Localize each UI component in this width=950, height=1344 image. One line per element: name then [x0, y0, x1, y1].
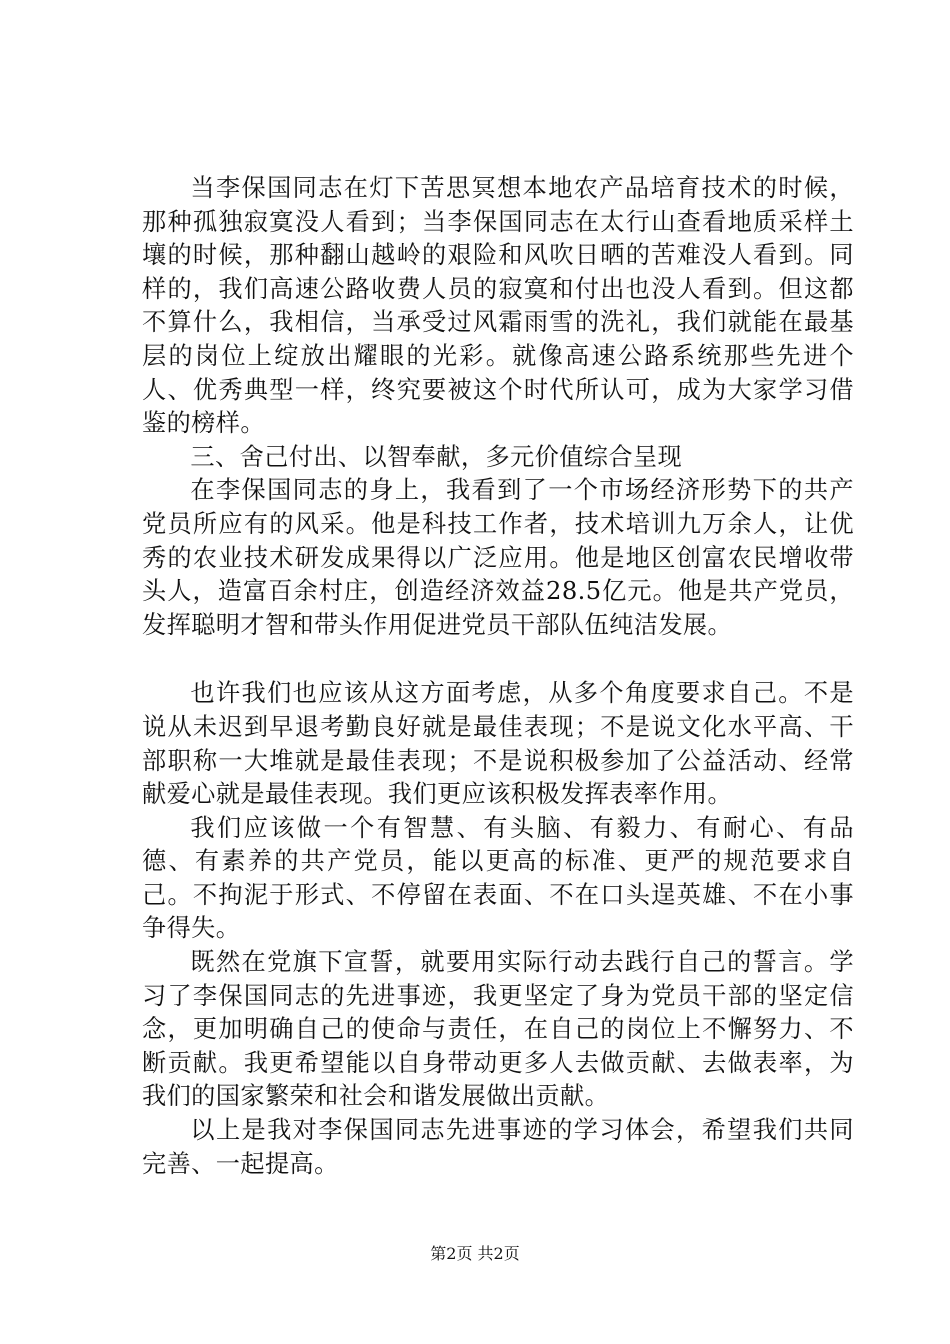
paragraph-6: 以上是我对李保国同志先进事迹的学习体会，希望我们共同完善、一起提高。: [142, 1116, 854, 1178]
paragraph-2: 在李保国同志的身上，我看到了一个市场经济形势下的共产党员所应有的风采。他是科技工作者，技术培训九万余人，让优秀的农业技术研发成果得以广泛应用。他是地区创富农民增收带头人，造富百余村庄，创造经济效益28.5亿元。他是共产党员，发挥聪明才智和带头作用促进党员干部队伍纯洁发展。: [142, 476, 854, 639]
document-body: [142, 172, 854, 1181]
paragraph-3: 也许我们也应该从这方面考虑，从多个角度要求自己。不是说从未迟到早退考勤良好就是最佳表现；不是说文化水平高、干部职称一大堆就是最佳表现；不是说积极参加了公益活动、经常献爱心就是最佳表现。我们更应该积极发挥表率作用。: [142, 679, 854, 809]
section-heading: 三、舍己付出、以智奉献，多元价值综合呈现: [190, 442, 683, 471]
page-footer: 第2页 共2页: [430, 1244, 520, 1263]
paragraph-5: 既然在党旗下宣誓，就要用实际行动去践行自己的誓言。学习了李保国同志的先进事迹，我更坚定了身为党员干部的坚定信念，更加明确自己的使命与责任，在自己的岗位上不懈努力、不断贡献。我更希望能以自身带动更多人去做贡献、去做表率，为我们的国家繁荣和社会和谐发展做出贡献。: [142, 948, 854, 1111]
paragraph-4: 我们应该做一个有智慧、有头脑、有毅力、有耐心、有品德、有素养的共产党员，能以更高的标准、更严的规范要求自己。不拘泥于形式、不停留在表面、不在口头逞英雄、不在小事争得失。: [142, 813, 854, 943]
paragraph-1: 当李保国同志在灯下苦思冥想本地农产品培育技术的时候，那种孤独寂寞没人看到；当李保国同志在太行山查看地质采样土壤的时候，那种翻山越岭的艰险和风吹日晒的苦难没人看到。同样的，我们高速公路收费人员的寂寞和付出也没人看到。但这都不算什么，我相信，当承受过风霜雨雪的洗礼，我们就能在最基层的岗位上绽放出耀眼的光彩。就像高速公路系统那些先进个人、优秀典型一样，终究要被这个时代所认可，成为大家学习借鉴的榜样。: [142, 174, 854, 438]
